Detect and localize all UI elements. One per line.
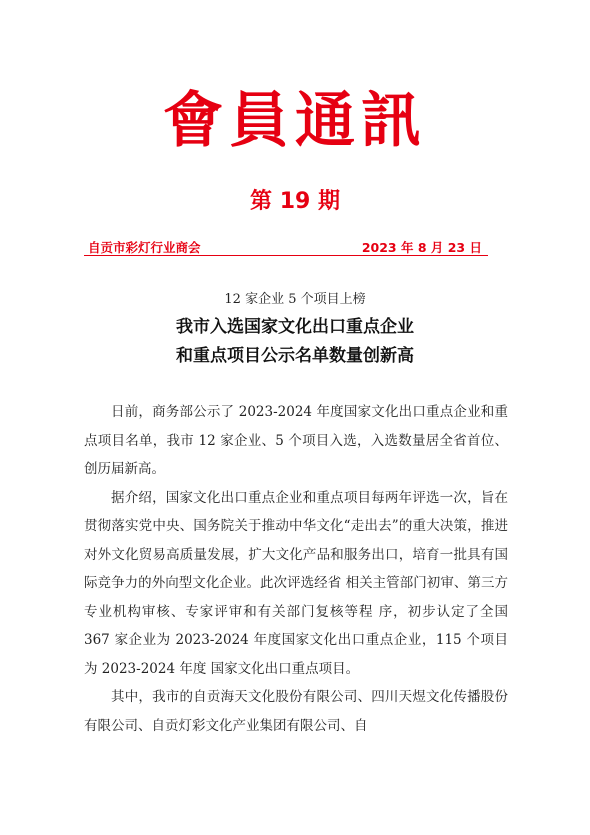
header-divider: [84, 255, 488, 256]
issue-number: 第 19 期: [250, 189, 340, 214]
headline-line-1: 我市入选国家文化出口重点企业: [176, 317, 414, 337]
masthead-title: 會員通訊: [163, 86, 427, 156]
paragraph-2: 据介绍，国家文化出口重点企业和重点项目每两年评选一次，旨在贯彻落实党中央、国务院关于推动中华文化“走出去”的重大决策，推进对外文化贸易高质量发展，扩大文化产品和服务出口，培育一批具有国际竞争力的外向型文化企业。此次评选经省 相关主管部门初审、第三方专业机构审核、专家评审和有关部门复核等程 序，初步认定了全国 367 家企业为 2023-2024 年度国家文化出口重点企业，115 个项目为 2023-2024 年度 国家文化出口重点项目。: [84, 489, 508, 677]
paragraph-1: 日前，商务部公示了 2023-2024 年度国家文化出口重点企业和重点项目名单，我市 12 家企业、5 个项目入选，入选数量居全省首位、创历届新高。: [84, 404, 508, 477]
headline-line-2: 和重点项目公示名单数量创新高: [176, 346, 414, 366]
publisher-name: 自贡市彩灯行业商会: [88, 240, 201, 255]
publish-date: 2023 年 8 月 23 日: [361, 240, 482, 255]
publication-info-row: [84, 238, 488, 258]
article-kicker: 12 家企业 5 个项目上榜: [224, 292, 366, 307]
paragraph-3: 其中，我市的自贡海天文化股份有限公司、四川天煜文化传播股份有限公司、自贡灯彩文化产业集团有限公司、自: [84, 689, 508, 734]
article-body: [84, 398, 508, 740]
